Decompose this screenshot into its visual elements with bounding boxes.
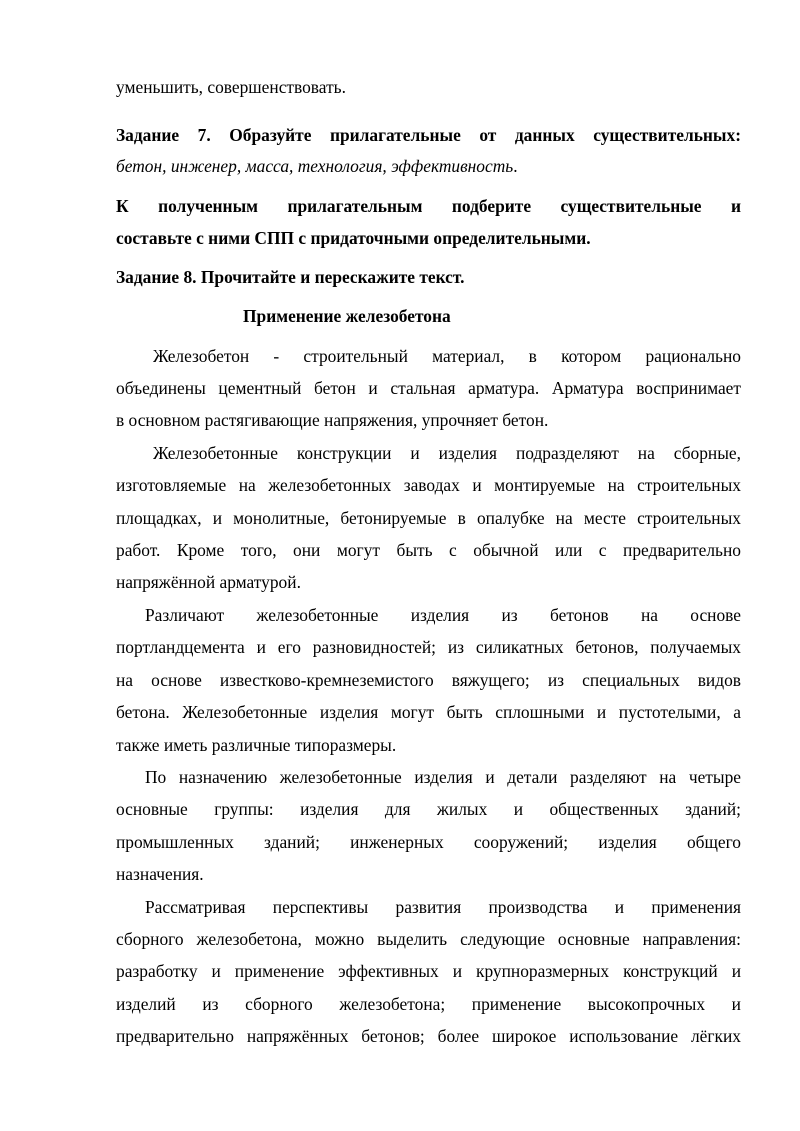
paragraph-line: объединены цементный бетон и стальная арматура. Арматура воспринимает xyxy=(116,378,741,398)
task-7-nouns: бетон, инженер, масса, технология, эффективность xyxy=(116,156,514,176)
paragraph-line: назначения. xyxy=(116,864,204,884)
task-8-heading: Задание 8. Прочитайте и перескажите текст. xyxy=(116,267,465,287)
task-7-words-line xyxy=(116,155,741,177)
paragraph-line: работ. Кроме того, они могут быть с обычной или с предварительно xyxy=(116,540,741,560)
paragraph-line: Различают железобетонные изделия из бетонов на основе xyxy=(145,605,741,625)
paragraph-line: изделий из сборного железобетона; применение высокопрочных и xyxy=(116,994,741,1014)
paragraph-line: также иметь различные типоразмеры. xyxy=(116,735,397,755)
paragraph-line: бетона. Железобетонные изделия могут быть сплошными и пустотелыми, а xyxy=(116,702,741,722)
paragraph-line: изготовляемые на железобетонных заводах и монтируемые на строительных xyxy=(116,475,741,495)
paragraph-line: предварительно напряжённых бетонов; более широкое использование лёгких xyxy=(116,1026,741,1046)
text-title: Применение железобетона xyxy=(243,306,451,326)
task-7-period: . xyxy=(513,156,518,176)
paragraph-line: портландцемента и его разновидностей; из силикатных бетонов, получаемых xyxy=(116,637,741,657)
text-line: уменьшить, совершенствовать. xyxy=(116,77,346,97)
paragraph-line: разработку и применение эффективных и крупноразмерных конструкций и xyxy=(116,961,741,981)
paragraph-line: на основе известково-кремнеземистого вяжущего; из специальных видов xyxy=(116,670,741,690)
task-7-instruction-end: составьте с ними СПП с придаточными определительными. xyxy=(116,228,591,248)
paragraph-line: Рассматривая перспективы развития производства и применения xyxy=(145,897,741,917)
paragraph-line: в основном растягивающие напряжения, упрочняет бетон. xyxy=(116,410,549,430)
task-7-heading: Задание 7. Образуйте прилагательные от данных существительных: xyxy=(116,125,741,145)
paragraph-line: По назначению железобетонные изделия и детали разделяют на четыре xyxy=(145,767,741,787)
task-7-instruction: К полученным прилагательным подберите существительные и xyxy=(116,196,741,216)
paragraph-line: Железобетон - строительный материал, в котором рационально xyxy=(153,346,741,366)
paragraph-line: Железобетонные конструкции и изделия подразделяют на сборные, xyxy=(153,443,741,463)
paragraph-line: промышленных зданий; инженерных сооружений; изделия общего xyxy=(116,832,741,852)
paragraph-line: площадках, и монолитные, бетонируемые в опалубке на месте строительных xyxy=(116,508,741,528)
paragraph-line: напряжённой арматурой. xyxy=(116,572,301,592)
paragraph-line: основные группы: изделия для жилых и общественных зданий; xyxy=(116,799,741,819)
paragraph-line: сборного железобетона, можно выделить следующие основные направления: xyxy=(116,929,741,949)
